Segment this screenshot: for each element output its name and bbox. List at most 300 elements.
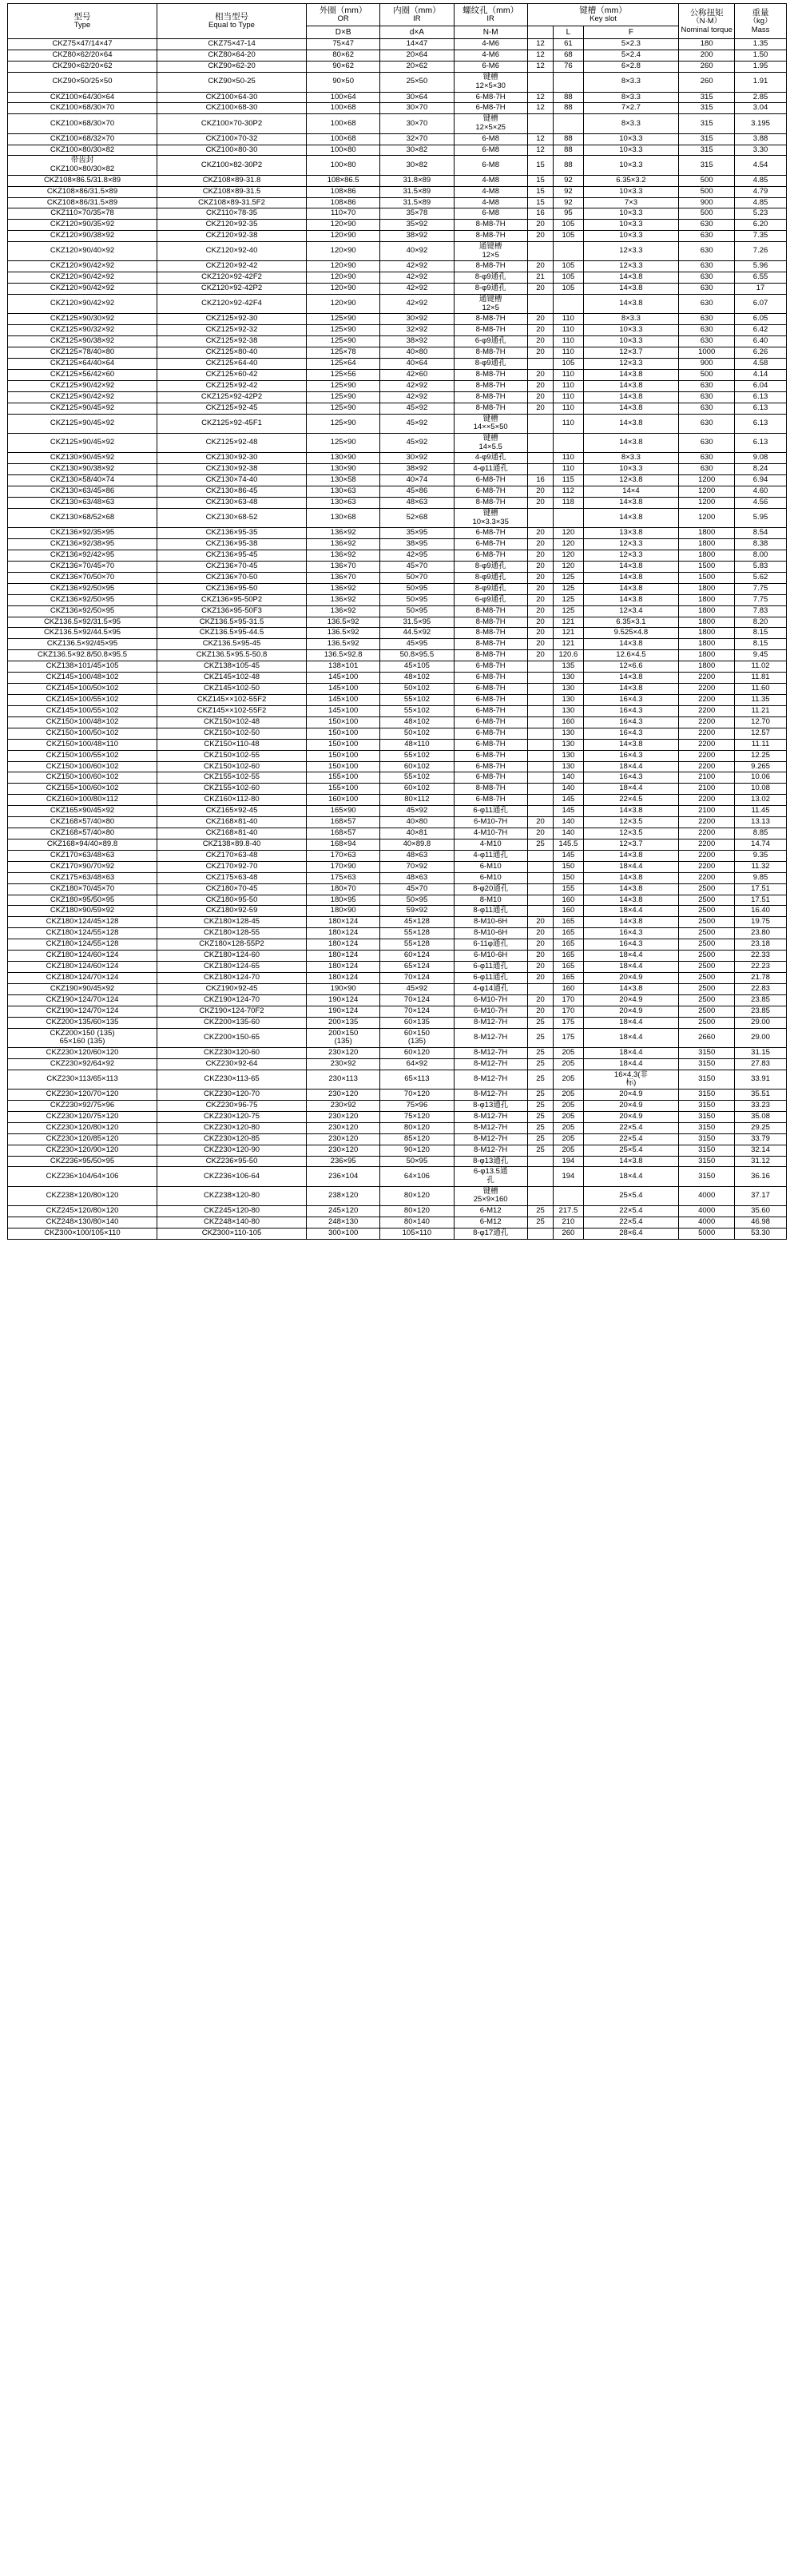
cell-c2: 230×92 [307, 1100, 380, 1111]
cell-c0: CKZ120×90/42×92 [8, 261, 157, 272]
cell-c6: 121 [554, 639, 583, 650]
cell-c5 [527, 242, 553, 261]
cell-c7: 14×3.8 [583, 917, 679, 928]
cell-c8: 1200 [679, 497, 735, 508]
table-row [8, 391, 787, 403]
cell-c8: 315 [679, 133, 735, 145]
cell-c5 [527, 1156, 553, 1167]
cell-c5: 25 [527, 1217, 553, 1228]
cell-c9: 7.35 [735, 231, 787, 242]
cell-c5 [527, 772, 553, 784]
table-row [8, 1122, 787, 1133]
cell-c3: 70×124 [380, 994, 454, 1006]
cell-c7: 16×4.3 [583, 705, 679, 716]
cell-c8: 2500 [679, 983, 735, 994]
cell-c4: 8-M10-6H [454, 928, 527, 939]
cell-c9: 36.16 [735, 1167, 787, 1186]
cell-c4: 8-M12-7H [454, 1145, 527, 1156]
cell-c7: 16×4.3 [583, 728, 679, 739]
cell-c2: 180×124 [307, 939, 380, 951]
table-row [8, 434, 787, 453]
cell-c7: 10×3.3 [583, 208, 679, 220]
cell-c0: CKZ136×92/50×95 [8, 594, 157, 605]
cell-c7: 7×3 [583, 197, 679, 208]
cell-c7: 10×3.3 [583, 231, 679, 242]
cell-c8: 2200 [679, 673, 735, 684]
cell-c1: CKZ100×64-30 [157, 92, 307, 103]
cell-c2: 80×62 [307, 50, 380, 62]
cell-c5: 20 [527, 939, 553, 951]
cell-c5: 20 [527, 628, 553, 639]
cell-c6: 95 [554, 208, 583, 220]
table-row [8, 359, 787, 370]
cell-c7: 14×3.8 [583, 583, 679, 594]
cell-c7: 16×4.3(非 标) [583, 1070, 679, 1089]
cell-c9: 8.20 [735, 617, 787, 628]
cell-c6: 194 [554, 1167, 583, 1186]
cell-c7: 13×3.8 [583, 528, 679, 539]
table-header [8, 4, 787, 39]
cell-c4: 8-M12-7H [454, 1133, 527, 1145]
cell-c3: 31.5×89 [380, 186, 454, 197]
cell-c2: 150×100 [307, 750, 380, 761]
cell-c0: CKZ180×95/50×95 [8, 895, 157, 906]
cell-c9: 6.04 [735, 381, 787, 392]
cell-c4: 8-φ13通孔 [454, 1100, 527, 1111]
cell-c2: 90×50 [307, 73, 380, 92]
cell-c9: 19.75 [735, 917, 787, 928]
cell-c7: 14×3.8 [583, 272, 679, 284]
cell-c9: 4.85 [735, 175, 787, 186]
cell-c6: 145 [554, 850, 583, 861]
cell-c2: 90×62 [307, 62, 380, 73]
cell-c0: CKZ155×100/60×102 [8, 784, 157, 795]
cell-c2: 160×100 [307, 795, 380, 806]
cell-c8: 630 [679, 434, 735, 453]
cell-c1: CKZ108×89-31.5F2 [157, 197, 307, 208]
cell-c2: 136×92 [307, 528, 380, 539]
cell-c6: 205 [554, 1111, 583, 1122]
cell-c7: 14×3.8 [583, 983, 679, 994]
cell-c7: 14×3.8 [583, 739, 679, 750]
cell-c8: 315 [679, 156, 735, 175]
cell-c2: 130×90 [307, 464, 380, 475]
table-row [8, 694, 787, 705]
cell-c1: CKZ180×124-70 [157, 973, 307, 984]
cell-c4: 6-φ9通孔 [454, 336, 527, 347]
cell-c5 [527, 1228, 553, 1239]
cell-c1: CKZ100×80-30 [157, 145, 307, 156]
cell-c2: 150×100 [307, 728, 380, 739]
cell-c9: 22.23 [735, 962, 787, 973]
table-row [8, 1111, 787, 1122]
cell-c2: 120×90 [307, 295, 380, 314]
cell-c6: 120 [554, 528, 583, 539]
cell-c7: 20×4.9 [583, 1089, 679, 1100]
cell-c9: 31.12 [735, 1156, 787, 1167]
cell-c8: 630 [679, 231, 735, 242]
cell-c6: 165 [554, 951, 583, 962]
cell-c7: 6.35×3.2 [583, 175, 679, 186]
cell-c6 [554, 434, 583, 453]
cell-c7: 12×3.3 [583, 261, 679, 272]
table-row [8, 550, 787, 561]
cell-c3: 48×110 [380, 739, 454, 750]
cell-c3: 38×92 [380, 231, 454, 242]
cell-c3: 31.5×95 [380, 617, 454, 628]
cell-c7: 14×3.8 [583, 434, 679, 453]
cell-c3: 42×92 [380, 381, 454, 392]
cell-c0: CKZ136×70/50×70 [8, 572, 157, 583]
cell-c4: 8-M12-7H [454, 1058, 527, 1070]
cell-c5: 15 [527, 197, 553, 208]
cell-c1: CKZ130×68-52 [157, 508, 307, 527]
cell-c4: 8-φ9通孔 [454, 359, 527, 370]
cell-c8: 1800 [679, 550, 735, 561]
cell-c0: CKZ108×86/31.5×89 [8, 197, 157, 208]
cell-c8: 3150 [679, 1111, 735, 1122]
cell-c9: 12.70 [735, 716, 787, 728]
cell-c4: 通键槽 12×5 [454, 295, 527, 314]
table-row [8, 242, 787, 261]
cell-c4: 6-M10 [454, 872, 527, 883]
cell-c9: 35.60 [735, 1205, 787, 1217]
table-row [8, 347, 787, 359]
cell-c4: 6-φ11通孔 [454, 962, 527, 973]
cell-c9: 23.18 [735, 939, 787, 951]
cell-c4: 6-φ11通孔 [454, 973, 527, 984]
cell-c5: 12 [527, 62, 553, 73]
cell-c9: 8.24 [735, 464, 787, 475]
cell-c9: 5.62 [735, 572, 787, 583]
cell-c0: CKZ190×124/70×124 [8, 1006, 157, 1017]
cell-c5: 20 [527, 539, 553, 550]
cell-c5: 25 [527, 1122, 553, 1133]
cell-c7: 18×4.4 [583, 951, 679, 962]
cell-c9: 33.23 [735, 1100, 787, 1111]
cell-c7: 14×3.8 [583, 1156, 679, 1167]
cell-c4: 8-M12-7H [454, 1047, 527, 1058]
cell-c9: 8.15 [735, 639, 787, 650]
cell-c6: 130 [554, 728, 583, 739]
cell-c5: 20 [527, 583, 553, 594]
cell-c1: CKZ125×92-38 [157, 336, 307, 347]
cell-c1: CKZ125×92-42P2 [157, 391, 307, 403]
cell-c7: 16×4.3 [583, 772, 679, 784]
cell-c3: 38×92 [380, 336, 454, 347]
cell-c8: 4000 [679, 1217, 735, 1228]
cell-c7: 12×3.7 [583, 347, 679, 359]
cell-c8: 630 [679, 314, 735, 325]
cell-c3: 20×62 [380, 62, 454, 73]
cell-c5 [527, 883, 553, 895]
cell-c6: 130 [554, 694, 583, 705]
table-row [8, 561, 787, 572]
table-row [8, 186, 787, 197]
cell-c1: CKZ145×102-50 [157, 684, 307, 695]
cell-c4: 6-M8-7H [454, 550, 527, 561]
cell-c6: 165 [554, 962, 583, 973]
cell-c4: 8-M12-7H [454, 1017, 527, 1028]
cell-c7: 12×3.7 [583, 839, 679, 850]
table-row [8, 145, 787, 156]
cell-c1: CKZ120×92-42 [157, 261, 307, 272]
cell-c4: 6-M8-7H [454, 528, 527, 539]
col-thread-sub: N-M [454, 26, 527, 39]
cell-c0: CKZ300×100/105×110 [8, 1228, 157, 1239]
cell-c3: 85×120 [380, 1133, 454, 1145]
cell-c7: 22×5.4 [583, 1217, 679, 1228]
cell-c7: 18×4.4 [583, 1058, 679, 1070]
cell-c8: 500 [679, 175, 735, 186]
cell-c9: 4.54 [735, 156, 787, 175]
table-row [8, 295, 787, 314]
cell-c6: 88 [554, 103, 583, 114]
cell-c7: 12×3.4 [583, 605, 679, 617]
cell-c3: 30×70 [380, 103, 454, 114]
cell-c6: 125 [554, 594, 583, 605]
cell-c1: CKZ236×106-64 [157, 1167, 307, 1186]
cell-c1: CKZ230×120-85 [157, 1133, 307, 1145]
cell-c8: 630 [679, 391, 735, 403]
col-key-slot: 键槽（mm） Key slot [527, 4, 679, 26]
cell-c4: 8-φ20通孔 [454, 883, 527, 895]
cell-c2: 180×124 [307, 973, 380, 984]
cell-c1: CKZ180×124-60 [157, 951, 307, 962]
table-row [8, 839, 787, 850]
cell-c2: 170×63 [307, 850, 380, 861]
cell-c9: 6.42 [735, 325, 787, 336]
cell-c2: 180×124 [307, 917, 380, 928]
cell-c5 [527, 114, 553, 133]
table-row [8, 1205, 787, 1217]
cell-c1: CKZ90×50-25 [157, 73, 307, 92]
cell-c2: 248×130 [307, 1217, 380, 1228]
cell-c0: CKZ230×120/60×120 [8, 1047, 157, 1058]
cell-c1: CKZ236×95-50 [157, 1156, 307, 1167]
cell-c1: CKZ150×110-48 [157, 739, 307, 750]
cell-c6: 118 [554, 497, 583, 508]
cell-c1: CKZ120×92-35 [157, 220, 307, 231]
cell-c8: 630 [679, 464, 735, 475]
cell-c9: 3.195 [735, 114, 787, 133]
cell-c6: 165 [554, 917, 583, 928]
cell-c8: 2100 [679, 784, 735, 795]
cell-c0: CKZ245×120/80×120 [8, 1205, 157, 1217]
cell-c9: 4.85 [735, 197, 787, 208]
cell-c9: 4.58 [735, 359, 787, 370]
cell-c0: CKZ230×120/70×120 [8, 1089, 157, 1100]
cell-c8: 315 [679, 145, 735, 156]
cell-c7: 16×4.3 [583, 928, 679, 939]
cell-c1: CKZ145×102-48 [157, 673, 307, 684]
cell-c8: 630 [679, 261, 735, 272]
cell-c2: 136×70 [307, 561, 380, 572]
cell-c5: 25 [527, 1133, 553, 1145]
cell-c0: CKZ150×100/50×102 [8, 728, 157, 739]
cell-c7: 7×2.7 [583, 103, 679, 114]
cell-c2: 136.5×92 [307, 628, 380, 639]
cell-c1: CKZ190×124-70F2 [157, 1006, 307, 1017]
cell-c5 [527, 1167, 553, 1186]
cell-c4: 键槽 10×3.3×35 [454, 508, 527, 527]
cell-c2: 136×92 [307, 594, 380, 605]
cell-c8: 5000 [679, 1228, 735, 1239]
cell-c7: 5×2.3 [583, 39, 679, 50]
table-row [8, 661, 787, 673]
cell-c8: 630 [679, 403, 735, 414]
table-row [8, 403, 787, 414]
cell-c4: 4-φ11通孔 [454, 850, 527, 861]
cell-c0: CKZ168×57/40×80 [8, 828, 157, 839]
cell-c2: 108×86.5 [307, 175, 380, 186]
cell-c7: 8×3.3 [583, 114, 679, 133]
cell-c0: CKZ136×92/42×95 [8, 550, 157, 561]
cell-c5: 25 [527, 1070, 553, 1089]
table-row [8, 772, 787, 784]
cell-c9: 11.11 [735, 739, 787, 750]
cell-c3: 60×150 (135) [380, 1028, 454, 1047]
cell-c5: 15 [527, 175, 553, 186]
cell-c0: CKZ170×90/70×92 [8, 861, 157, 872]
cell-c4: 6-11φ通孔 [454, 939, 527, 951]
cell-c5: 25 [527, 1111, 553, 1122]
cell-c7: 12.6×4.5 [583, 650, 679, 661]
cell-c2: 136×92 [307, 550, 380, 561]
cell-c8: 3150 [679, 1100, 735, 1111]
cell-c4: 键槽 12×5×30 [454, 73, 527, 92]
cell-c2: 230×120 [307, 1122, 380, 1133]
cell-c3: 30×82 [380, 145, 454, 156]
cell-c7: 16×4.3 [583, 750, 679, 761]
cell-c7: 18×4.4 [583, 784, 679, 795]
cell-c2: 230×120 [307, 1133, 380, 1145]
cell-c1: CKZ125×92-45 [157, 403, 307, 414]
cell-c3: 42×92 [380, 295, 454, 314]
cell-c1: CKZ180×92-59 [157, 906, 307, 917]
cell-c5 [527, 661, 553, 673]
cell-c9: 12.25 [735, 750, 787, 761]
cell-c3: 60×124 [380, 951, 454, 962]
cell-c8: 180 [679, 39, 735, 50]
cell-c2: 180×124 [307, 962, 380, 973]
cell-c8: 3150 [679, 1089, 735, 1100]
cell-c0: CKZ80×62/20×64 [8, 50, 157, 62]
cell-c4: 6-M8-7H [454, 694, 527, 705]
cell-c6: 165 [554, 928, 583, 939]
cell-c9: 6.26 [735, 347, 787, 359]
cell-c5: 20 [527, 347, 553, 359]
cell-c0: CKZ180×124/45×128 [8, 917, 157, 928]
cell-c7: 22×4.5 [583, 795, 679, 806]
cell-c7: 16×4.3 [583, 694, 679, 705]
cell-c8: 1500 [679, 561, 735, 572]
cell-c4: 8-M8-7H [454, 220, 527, 231]
table-row [8, 156, 787, 175]
cell-c0: CKZ100×68/30×70 [8, 103, 157, 114]
cell-c3: 40×80 [380, 817, 454, 828]
cell-c6: 205 [554, 1100, 583, 1111]
cell-c0: CKZ236×95/50×95 [8, 1156, 157, 1167]
cell-c4: 8-M8-7H [454, 617, 527, 628]
cell-c6 [554, 508, 583, 527]
cell-c2: 110×70 [307, 208, 380, 220]
cell-c1: CKZ150×102-50 [157, 728, 307, 739]
cell-c5: 20 [527, 1006, 553, 1017]
cell-c7: 10×3.3 [583, 464, 679, 475]
cell-c4: 键槽 14××5×50 [454, 414, 527, 433]
cell-c9: 6.05 [735, 314, 787, 325]
cell-c6: 92 [554, 186, 583, 197]
cell-c3: 65×113 [380, 1070, 454, 1089]
cell-c3: 48×63 [380, 850, 454, 861]
cell-c7: 14×3.8 [583, 295, 679, 314]
cell-c1: CKZ120×92-38 [157, 231, 307, 242]
cell-c1: CKZ175×63-48 [157, 872, 307, 883]
cell-c6: 150 [554, 872, 583, 883]
cell-c8: 1500 [679, 572, 735, 583]
cell-c2: 120×90 [307, 272, 380, 284]
cell-c6: 165 [554, 939, 583, 951]
cell-c6: 205 [554, 1058, 583, 1070]
spec-table-page [0, 3, 794, 1240]
cell-c0: CKZ125×64/40×64 [8, 359, 157, 370]
cell-c9: 12.57 [735, 728, 787, 739]
cell-c9: 13.02 [735, 795, 787, 806]
cell-c2: 170×90 [307, 861, 380, 872]
cell-c2: 125×90 [307, 325, 380, 336]
cell-c3: 64×106 [380, 1167, 454, 1186]
cell-c0: CKZ230×120/80×120 [8, 1122, 157, 1133]
cell-c5 [527, 716, 553, 728]
cell-c9: 7.75 [735, 594, 787, 605]
cell-c8: 1800 [679, 661, 735, 673]
cell-c5: 16 [527, 475, 553, 486]
cell-c6: 110 [554, 381, 583, 392]
cell-c9: 14.74 [735, 839, 787, 850]
cell-c3: 40×92 [380, 242, 454, 261]
cell-c5: 20 [527, 650, 553, 661]
cell-c0: CKZ168×94/40×89.8 [8, 839, 157, 850]
cell-c9: 27.83 [735, 1058, 787, 1070]
cell-c6: 140 [554, 772, 583, 784]
table-row [8, 639, 787, 650]
cell-c6: 205 [554, 1122, 583, 1133]
table-row [8, 784, 787, 795]
cell-c6: 88 [554, 92, 583, 103]
cell-c3: 48×63 [380, 497, 454, 508]
cell-c1: CKZ138×105-45 [157, 661, 307, 673]
cell-c7: 14×3.8 [583, 850, 679, 861]
cell-c7: 25×5.4 [583, 1186, 679, 1205]
cell-c0: CKZ125×90/42×92 [8, 381, 157, 392]
table-row [8, 716, 787, 728]
cell-c5: 20 [527, 231, 553, 242]
cell-c2: 130×63 [307, 497, 380, 508]
cell-c4: 8-φ9通孔 [454, 561, 527, 572]
cell-c1: CKZ80×64-20 [157, 50, 307, 62]
cell-c3: 80×120 [380, 1122, 454, 1133]
cell-c9: 11.45 [735, 806, 787, 817]
cell-c2: 180×124 [307, 951, 380, 962]
cell-c7: 18×4.4 [583, 861, 679, 872]
cell-c5: 20 [527, 497, 553, 508]
cell-c5: 25 [527, 839, 553, 850]
table-row [8, 231, 787, 242]
cell-c0: CKZ138×101/45×105 [8, 661, 157, 673]
cell-c0: CKZ200×135/60×135 [8, 1017, 157, 1028]
cell-c7: 14×3.8 [583, 684, 679, 695]
